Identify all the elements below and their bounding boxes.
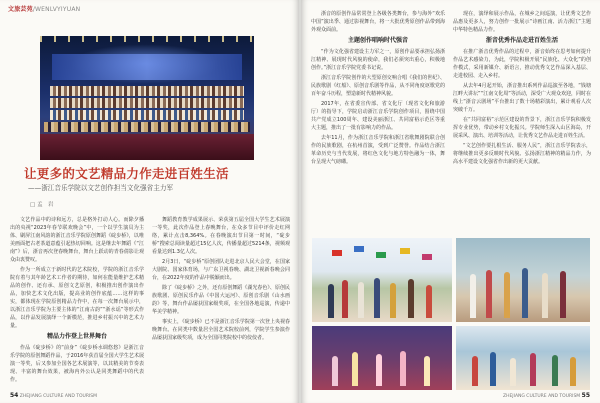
section-heading: 浙音优秀作品走进百姓生活: [485, 37, 558, 44]
page-footer: [503, 392, 590, 399]
left-column-2: [152, 216, 290, 392]
paragraph: 2月3日，“碇步桥”原创团队走进北京人民大会堂，在国家大剧院、国家体育场，与广东卫视春晚、湖北卫视新春晚会同台，在2022年度的作品中脱颖而出。: [152, 259, 290, 281]
section-tag-cn: 文旅芸苑: [8, 6, 33, 13]
paragraph: 舞蹈教育教学成果展示、荣获第五届全国大学生艺术展演一等奖，此次作品登上春晚舞台，在众多节目中评价走红网络，累计点击8,364%。在春晚演出节目第一时间，“碇步桥”搜索总阅读量超过15亿人次，传播量超过5214条，视频观看量达到1.3亿人次。: [152, 217, 290, 255]
article-headline: 让更多的文艺精品力作走进百姓生活: [24, 166, 229, 181]
paragraph: 事实上，《碇步桥》已不是浙江音乐学院第一次登上央视春晚舞台。在同类中数量居全国艺术院校前列，学院学生参演作品屡获国家级奖项，成为全国同类院校中的佼佼者。: [152, 319, 290, 341]
paragraph: “作为文化强省建设主力军之一，原创作品要承担弘扬浙江精神、展现时代风貌的使命，我们必须突出重心，积极地创作。”浙江音乐学院党委书记说。: [311, 49, 445, 71]
left-page: [0, 0, 299, 403]
paragraph: 从去年4月起开始，浙音推出系列作品巡演至各地，“钱塘江畔大讲坛”“江南文化周”等活动，深受广大观众欢迎，同时在线上“浙音云剧场”平台推出了数十场精彩演出，累计观看人次突破千万。: [453, 83, 591, 113]
paragraph: 作为一所成立于新时代的艺术院校，学院的浙江音乐学院有着与其年龄艺术工作者的期待，如何在能量维护艺术精品的创作、还有承、原创文艺原创，积极推出创作演出作品，加快艺术文化出版，提高业的创作底蕴……这样的事实，都体现在学院原创精品力作中，在每一次舞台展示中，以浙江音乐学院为主要主体的“江南古韵”“浙水谣”等形式作品，以作品发展演绎一个新模范，推进乡村振兴中的艺术力量。: [10, 267, 144, 329]
footer-text: ZHEJIANG CULTURE AND TOURISM: [19, 394, 98, 399]
photo-performers-outdoor: [456, 238, 590, 322]
paragraph: 在推广浙音优秀作品的过程中，浙音始终在思考如何提升作品艺术感染力，为此，学院积极开展“民族化、大众化”的创作模式，采用新媒介、新语言，推动优秀文艺作品深入基层、走进校园、走入乡村。: [453, 49, 591, 79]
paragraph: 2017年，在省委宣传部、省文化厅（现省文化和旅游厅）的指导下，学院启动浙江音乐学院创作项目，围绕中国共产党成立100周年、建设美丽浙江、共同富裕示范区等重大主题，推出了一批有影响力的作品。: [311, 101, 445, 131]
photo-stage-performance: [312, 326, 452, 390]
section-heading: 精品力作登上世界舞台: [46, 333, 107, 340]
right-column-2: [453, 10, 591, 232]
article-byline: □ 孟 岩: [30, 202, 54, 208]
footer-text: ZHEJIANG CULTURE AND TOURISM: [502, 394, 581, 399]
paragraph: 在“共同富裕”示范区建设的背景下，浙江音乐学院积极发挥专业优势，带动乡村文化振兴。学院师生深入山区海岛，开展采风、演出、培训等活动，让优秀文艺作品走进百姓生活。: [453, 117, 591, 139]
paragraph: 除了《碇步桥》之外，还有原创舞蹈《湖光春色》、原创民族歌剧、原创民乐作品《中国大运河》、原创音乐剧《山水画韵》等，舞台作品屡获国家级奖项，在全国各地巡演，传递中华美学精神。: [152, 285, 290, 315]
paragraph: “文艺创作要扎根生活、服务人民”，浙江音乐学院表示，将继续推出更多反映时代风貌、弘扬浙江精神的精品力作，为高水平建设文化强省作出新的更大贡献。: [453, 143, 591, 165]
paragraph: 文艺作品中的诗和远方，总是格外打动人心。而除夕播出的央视“2023年春节联欢晚会”中，一个以学生演员为主体、刷屏江南风韵的浙江音乐学院原创舞蹈《碇步桥》，以唯美画面把古老茶道意蕴引起热切回响。这是继去年舞蹈《“江南”》后，浙音再次登春晚舞台，舞台上跃动的青春倩影让观众由衷赞叹。: [10, 217, 144, 263]
page-number: 54: [10, 392, 19, 399]
paragraph: 作品《碇步桥》的“前身”《碇步桥水调悠悠》是浙江音乐学院的原创舞蹈作品，于2016年获首届全国大学生艺术展演一等奖，后又参加全国各艺术展演等，以其精美的节奏表现、丰富的舞台效果，被海内外公认是同类舞蹈中的代表作。: [10, 345, 144, 383]
photo-community-event: [456, 326, 590, 390]
paragraph: 现在，演绎和展示作品，在城乡之间巡演，让优秀文艺作品惠及更多人，努力创作一批展示“诗画江南、活力浙江”主题中华特色精品力作。: [453, 11, 591, 33]
paragraph: 浙江音乐学院创作的大型原创交响合唱《我们的世纪》、民族歌剧《红船》、原创音乐剧等作品，从不同角度讴歌党的百年奋斗历程，塑造新时代精神风貌。: [311, 75, 445, 97]
section-tag: [8, 4, 80, 13]
hero-photo-concert: [40, 36, 254, 160]
page-number: 55: [581, 392, 590, 399]
section-tag-en: /WENLVYIYUAN: [32, 6, 81, 13]
left-column-1: [10, 216, 144, 392]
photo-outdoor-flags: [312, 238, 452, 322]
paragraph: 去年11月，作为浙江音乐学院和浙江省歌舞剧院联合创作的民族歌剧，在杭州首演，受到广泛赞誉。作品结合浙江革命历史与当代发展，将红色文化与地方特色融为一体，舞台呈现大气磅礴。: [311, 135, 445, 165]
page-footer: [10, 392, 97, 399]
section-heading: 主题创作唱响时代强音: [347, 37, 408, 44]
paragraph: 浙音的原创作品常常登上各级各类舞台，参与海外“欢乐中国”演出季、通过影视舞台，将一大批优秀原创作品带到海外观众面前。: [311, 11, 445, 33]
article-subhead: ——浙江音乐学院以文艺创作担当文化强省主力军: [28, 184, 174, 192]
right-column-1: [311, 10, 445, 232]
